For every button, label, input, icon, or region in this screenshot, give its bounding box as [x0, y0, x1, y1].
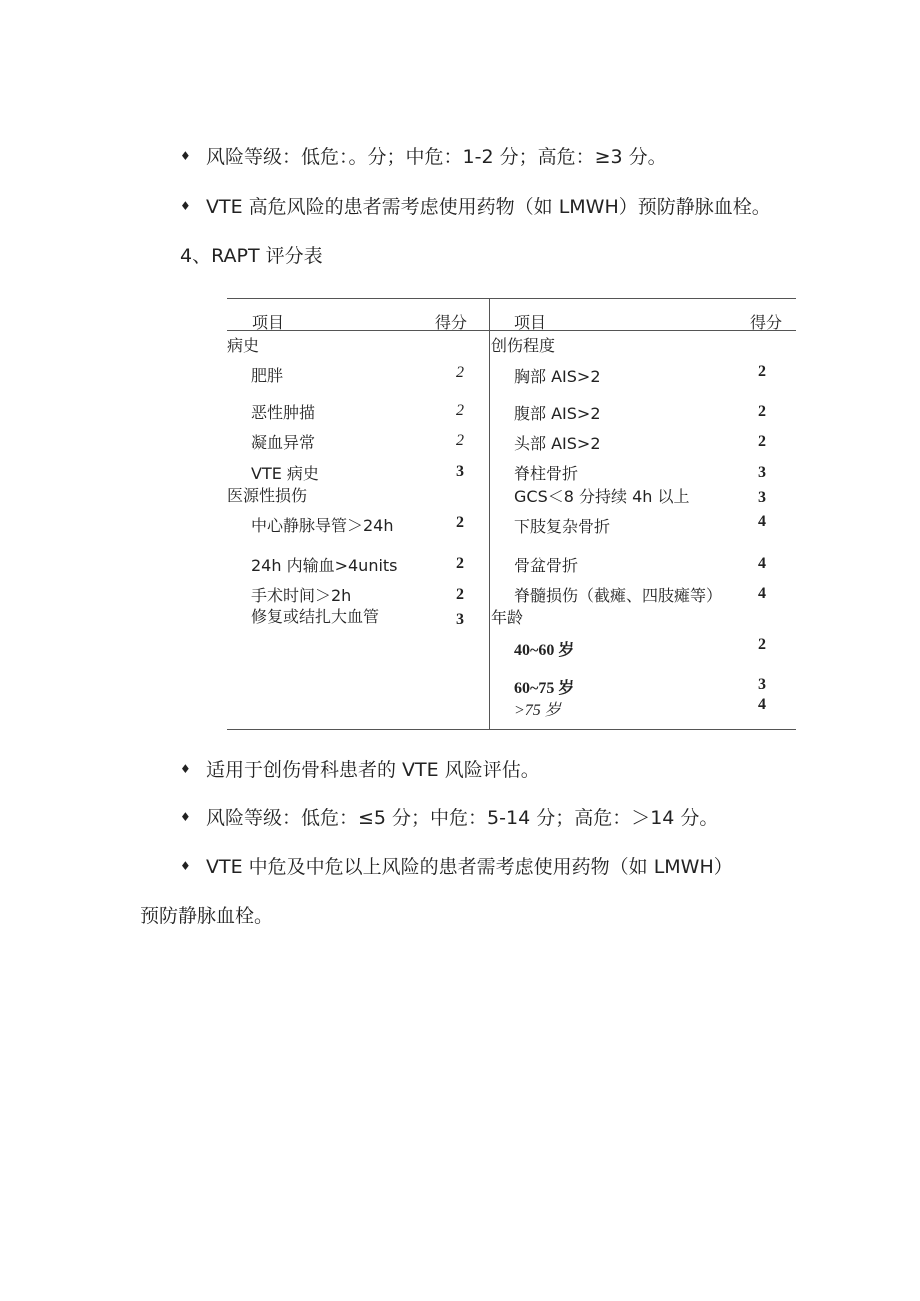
bullet-icon: ♦: [180, 149, 191, 163]
table-row-item: 中心静脉导管＞24h: [251, 516, 394, 535]
table-row-score: 3: [758, 489, 766, 506]
table-row-item: 40~60 岁: [514, 642, 575, 659]
table-row-item: 脊髓损伤（截瘫、四肢瘫等）: [514, 586, 723, 605]
table-row-score: 4: [758, 585, 766, 602]
high-risk-note: VTE 高危风险的患者需考虑使用药物（如 LMWH）预防静脉血栓。: [206, 196, 771, 218]
table-row-item: >75 岁: [514, 702, 561, 719]
table-row-item: 胸部 AIS>2: [514, 367, 601, 386]
bullet-icon: ♦: [180, 859, 191, 873]
bullet-icon: ♦: [180, 199, 191, 213]
group-trauma-severity: 创伤程度: [491, 336, 556, 355]
group-medical-history: 病史: [227, 336, 260, 355]
header-left-score: 得分: [435, 313, 468, 332]
table-row-score: 4: [758, 555, 766, 572]
table-row-score: 2: [456, 514, 464, 531]
prophylaxis-note-cont: 预防静脉血栓。: [140, 905, 274, 927]
group-iatrogenic-injury: 医源性损伤: [227, 486, 308, 505]
table-row-item: 恶性肿描: [251, 403, 316, 422]
table-row-score: 3: [456, 611, 464, 628]
table-row-item: GCS＜8 分持续 4h 以上: [514, 487, 690, 506]
table-row-item: 骨盆骨折: [514, 556, 579, 575]
table-row-score: 2: [758, 433, 766, 450]
table-divider: [489, 298, 490, 730]
table-row-score: 4: [758, 513, 766, 530]
table-row-item: 60~75 岁: [514, 680, 575, 697]
table-row-score: 2: [456, 364, 464, 381]
header-left-item: 项目: [252, 313, 285, 332]
table-row-score: 2: [456, 555, 464, 572]
table-row-item: 下肢复杂骨折: [514, 517, 611, 536]
table-row-item: 凝血异常: [251, 433, 316, 452]
table-row-item: VTE 病史: [251, 464, 319, 483]
section-title: 4、RAPT 评分表: [180, 245, 323, 267]
table-row-score: 3: [456, 463, 464, 480]
risk-level-text: 风险等级：低危：。分；中危：1-2 分；高危：≥3 分。: [206, 146, 667, 168]
table-row-score: 2: [758, 403, 766, 420]
table-row-item: 脊柱骨折: [514, 464, 579, 483]
table-row-item: 头部 AIS>2: [514, 434, 601, 453]
table-header-rule: [227, 330, 796, 331]
table-top-rule: [227, 298, 796, 299]
table-row-item: 腹部 AIS>2: [514, 404, 601, 423]
table-row-score: 2: [456, 402, 464, 419]
prophylaxis-note: VTE 中危及中危以上风险的患者需考虑使用药物（如 LMWH）: [206, 856, 733, 878]
table-row-item: 手术时间＞2h: [251, 586, 352, 605]
bullet-icon: ♦: [180, 762, 191, 776]
rapt-risk-level: 风险等级：低危：≤5 分；中危：5-14 分；高危：＞14 分。: [206, 807, 719, 829]
table-row-item: 24h 内输血>4units: [251, 556, 398, 575]
table-row-score: 2: [758, 636, 766, 653]
table-row-item: 肥胖: [251, 366, 284, 385]
table-row-score: 3: [758, 676, 766, 693]
table-bottom-rule: [227, 729, 796, 730]
table-row-score: 2: [456, 586, 464, 603]
table-row-score: 2: [456, 432, 464, 449]
table-row-score: 3: [758, 464, 766, 481]
applicability-note: 适用于创伤骨科患者的 VTE 风险评估。: [206, 759, 540, 781]
bullet-icon: ♦: [180, 810, 191, 824]
table-row-score: 2: [758, 363, 766, 380]
table-row-score: 4: [758, 696, 766, 713]
group-age: 年龄: [491, 608, 524, 627]
table-row-item: 修复或结扎大血管: [251, 607, 380, 626]
header-right-item: 项目: [514, 313, 547, 332]
header-right-score: 得分: [750, 313, 783, 332]
